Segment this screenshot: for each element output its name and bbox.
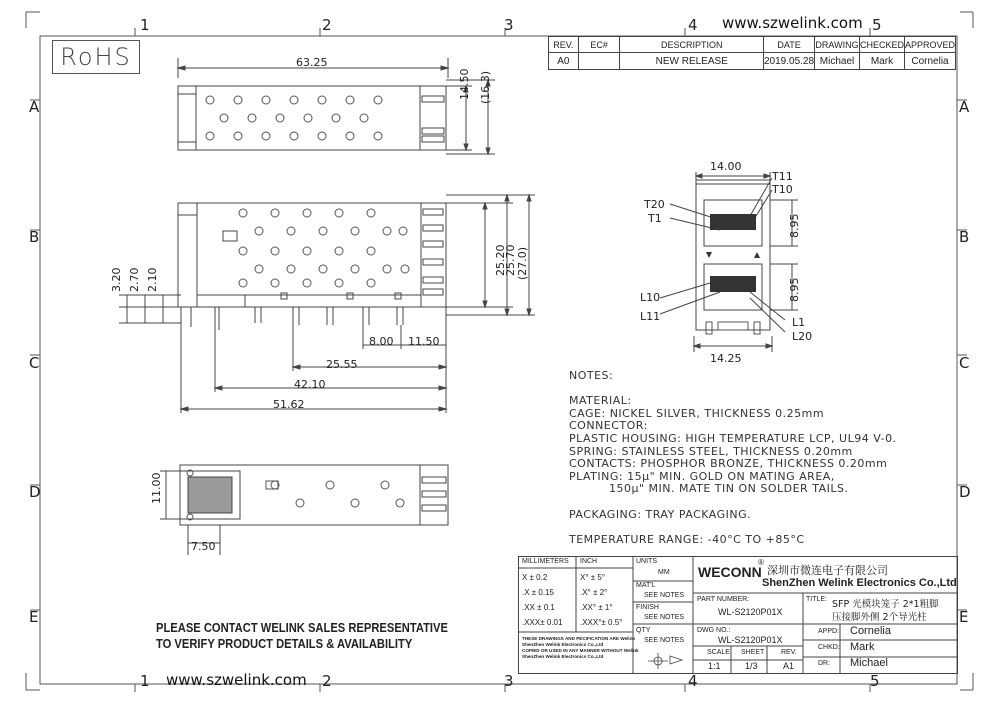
- dwg-no-label: DWG NO.:: [697, 627, 731, 634]
- dim-2-70: 2.70: [128, 267, 141, 292]
- company-reg-mark: ®: [758, 558, 764, 567]
- dim-14-50: 14.50: [458, 68, 471, 100]
- contact-notice-line1: PLEASE CONTACT WELINK SALES REPRESENTATIVE: [156, 620, 448, 635]
- approved-header: APPROVED: [904, 37, 955, 53]
- column-number-4-bottom: 4: [688, 672, 698, 690]
- tol-inch-3: .XXX°± 0.5°: [580, 618, 623, 627]
- dim-25-70: 25.70: [504, 244, 517, 276]
- dim-8-00: 8.00: [369, 335, 394, 348]
- description-header: DESCRIPTION: [620, 37, 764, 53]
- sheet-label: SHEET: [741, 649, 765, 656]
- row-letter-d-right: D: [959, 483, 971, 501]
- label-t1: T1: [648, 212, 662, 225]
- ec-cell: [578, 53, 620, 70]
- rev-label: REV.: [781, 649, 797, 656]
- dim-63-25: 63.25: [296, 56, 328, 69]
- title-line2: 压接脚外侧 2个导光柱: [832, 612, 927, 623]
- notes-line: PLASTIC HOUSING: HIGH TEMPERATURE LCP, UL94 V-0.: [569, 431, 897, 445]
- dim-25-20: 25.20: [494, 244, 507, 276]
- notes-line: MATERIAL:: [569, 394, 632, 408]
- tol-inch-2: .XX° ± 1°: [580, 603, 613, 612]
- company-english-name: ShenZhen Welink Electronics Co.,Ltd: [762, 577, 957, 589]
- date-header: DATE: [764, 37, 815, 53]
- dim-25-55: 25.55: [326, 358, 358, 371]
- ec-header: EC#: [578, 37, 620, 53]
- notes-line: PLATING: 15μ" MIN. GOLD ON MATING AREA,: [569, 469, 835, 483]
- label-t10: T10: [772, 183, 793, 196]
- approved-cell: Cornelia: [904, 53, 955, 70]
- dim-51-62: 51.62: [273, 398, 305, 411]
- revision-table: [548, 36, 956, 70]
- part-number-label: PART NUMBER:: [697, 596, 750, 603]
- disclaimer-line: ShenZhen Welink Electronics Co.,Ltd: [522, 642, 604, 647]
- appd-value: Cornelia: [850, 625, 891, 637]
- notes-block: [569, 370, 897, 546]
- dr-label: DR:: [818, 660, 831, 667]
- rohs-badge: RoHS: [52, 40, 140, 74]
- tol-mm-2: .XX ± 0.1: [522, 603, 555, 612]
- website-url-top: www.szwelink.com: [722, 14, 863, 32]
- checked-cell: Mark: [859, 53, 904, 70]
- column-number-5: 5: [872, 16, 882, 34]
- notes-line: 150μ" MIN. MATE TIN ON SOLDER TAILS.: [569, 482, 849, 496]
- dim-11-00: 11.00: [150, 472, 163, 504]
- dwg-no: WL-S2120P01X: [718, 635, 783, 645]
- row-letter-b: B: [29, 228, 40, 246]
- disclaimer-line: ShenZhen Welink Electronics Co.,Ltd: [522, 654, 604, 659]
- label-l1: L1: [792, 316, 806, 329]
- dim-2-10: 2.10: [146, 267, 159, 292]
- row-letter-d: D: [29, 483, 41, 501]
- notes-line: CONNECTOR:: [569, 419, 648, 433]
- column-number-2-bottom: 2: [322, 672, 332, 690]
- notes-line: CAGE: NICKEL SILVER, THICKNESS 0.25mm: [569, 406, 825, 420]
- rev-cell: A0: [549, 53, 579, 70]
- matl-label: MAT'L: [636, 582, 656, 589]
- description-cell: NEW RELEASE: [620, 53, 764, 70]
- disclaimer-line: COPIED OR USED IN ANY MANNER WITHOUT Welink: [522, 648, 639, 653]
- dr-value: Michael: [850, 657, 888, 669]
- dim-11-50: 11.50: [408, 335, 440, 348]
- notes-line: SPRING: STAINLESS STEEL, THICKNESS 0.20mm: [569, 444, 853, 458]
- column-number-3-bottom: 3: [504, 672, 514, 690]
- sheet-value: 1/3: [745, 661, 758, 671]
- scale-label: SCALE: [707, 649, 730, 656]
- tol-mm-1: .X ± 0.15: [522, 588, 554, 597]
- tol-mm-3: .XXX± 0.01: [522, 618, 563, 627]
- column-number-1: 1: [140, 16, 150, 34]
- part-number: WL-S2120P01X: [718, 607, 783, 617]
- notes-line: CONTACTS: PHOSPHOR BRONZE, THICKNESS 0.20mm: [569, 457, 888, 471]
- dim-8-95-upper: 8.95: [788, 213, 801, 238]
- row-letter-c: C: [29, 354, 40, 372]
- millimeters-label: MILLIMETERS: [522, 558, 569, 565]
- dim-7-50: 7.50: [191, 540, 216, 553]
- tol-mm-0: X ± 0.2: [522, 573, 548, 582]
- disclaimer: [522, 636, 639, 660]
- date-cell: 2019.05.28: [764, 53, 815, 70]
- notes-line: PACKAGING: TRAY PACKAGING.: [569, 507, 752, 521]
- finish-value: SEE NOTES: [644, 614, 685, 621]
- drawing-cell: Michael: [815, 53, 860, 70]
- column-number-5-bottom: 5: [870, 672, 880, 690]
- column-number-2: 2: [322, 16, 332, 34]
- dim-14-00: 14.00: [710, 160, 742, 173]
- row-letter-a-right: A: [959, 98, 970, 116]
- row-letter-c-right: C: [959, 354, 970, 372]
- notes-line: TEMPERATURE RANGE: -40°C TO +85°C: [569, 532, 805, 546]
- row-letter-b-right: B: [959, 228, 970, 246]
- company-brand: WECONN: [698, 564, 762, 580]
- row-letter-e: E: [29, 608, 39, 626]
- contact-notice: [156, 620, 448, 652]
- finish-label: FINISH: [636, 604, 659, 611]
- title-line1: SFP 光模块笼子 2*1粗脚: [832, 599, 939, 610]
- column-number-3: 3: [504, 16, 514, 34]
- scale-value: 1:1: [708, 661, 721, 671]
- row-letter-e-right: E: [959, 608, 969, 626]
- dim-14-25: 14.25: [710, 352, 742, 365]
- checked-header: CHECKED: [859, 37, 904, 53]
- website-url-bottom: www.szwelink.com: [166, 671, 307, 689]
- appd-label: APPD:: [818, 628, 840, 635]
- contact-notice-line2: TO VERIFY PRODUCT DETAILS & AVAILABILITY: [156, 636, 413, 651]
- notes-line: [569, 496, 897, 509]
- label-t20: T20: [644, 198, 665, 211]
- dim-16-3: (16.3): [479, 70, 492, 104]
- chkd-value: Mark: [850, 641, 875, 653]
- units-value: MM: [658, 569, 670, 576]
- label-l20: L20: [792, 330, 813, 343]
- row-letter-a: A: [29, 98, 40, 116]
- tol-inch-1: .X° ± 2°: [580, 588, 608, 597]
- drawing-header: DRAWING: [815, 37, 860, 53]
- label-l11: L11: [640, 310, 661, 323]
- dim-3-20: 3.20: [110, 267, 123, 292]
- disclaimer-line: THESE DRAWINGS AND PECIFICATION ARE Welink: [522, 636, 636, 641]
- company-chinese-name: 深圳市微连电子有限公司: [767, 564, 888, 577]
- tol-inch-0: X° ± 5°: [580, 573, 606, 582]
- rev-header: REV.: [549, 37, 579, 53]
- rev-value: A1: [783, 661, 795, 671]
- column-number-1-bottom: 1: [140, 672, 150, 690]
- dim-8-95-lower: 8.95: [788, 277, 801, 302]
- notes-line: [569, 521, 897, 534]
- revision-table-header: [549, 37, 956, 53]
- title-label: TITLE:: [806, 596, 828, 603]
- qty-label: QTY: [636, 627, 651, 634]
- matl-value: SEE NOTES: [644, 592, 685, 599]
- dim-27-0: (27.0): [516, 246, 529, 280]
- revision-row: [549, 53, 956, 70]
- qty-value: SEE NOTES: [644, 637, 685, 644]
- inch-label: INCH: [580, 558, 598, 565]
- notes-line: NOTES:: [569, 369, 614, 382]
- units-label: UNITS: [636, 558, 657, 565]
- label-l10: L10: [640, 291, 661, 304]
- column-number-4: 4: [688, 16, 698, 34]
- dim-42-10: 42.10: [294, 378, 326, 391]
- label-t11: T11: [772, 170, 793, 183]
- chkd-label: CHKD:: [818, 644, 840, 651]
